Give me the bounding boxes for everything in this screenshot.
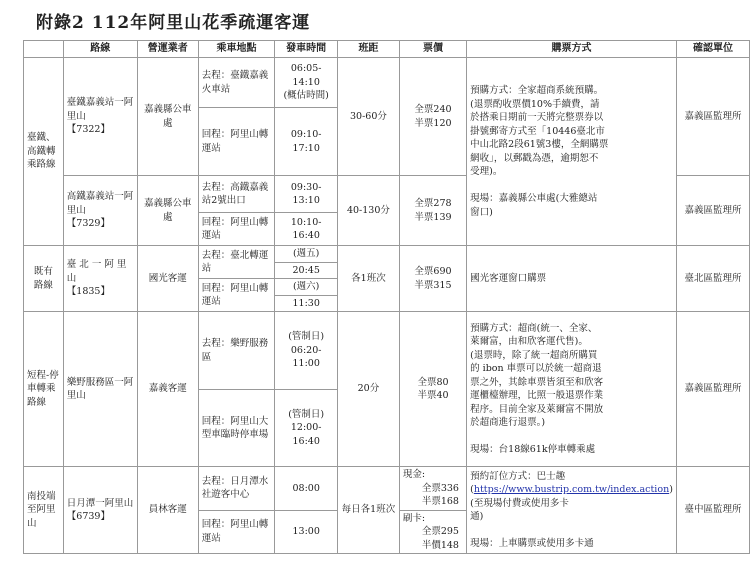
purchase-cell: 預購方式：全家超商系統預購。 (退票酌收票價10%手續費，請 於搭乘日期前一天將完整票券以 掛號郵寄方式至「10446臺北市 中山北路2段61號3樓，全網購票 網收」，以郵戳為憑，逾期恕不 受理)。 現場：嘉義縣公車處(大雅總站 窗口) bbox=[467, 58, 677, 246]
price-cell: 全票690 半票315 bbox=[399, 246, 466, 312]
category-cell: 既有 路線 bbox=[24, 246, 64, 312]
unit-cell: 嘉義區監理所 bbox=[676, 176, 749, 246]
route-cell: 日月潭一阿里山 【6739】 bbox=[63, 467, 137, 554]
purchase-text: 預約訂位方式：巴士趣 ( bbox=[470, 470, 566, 495]
interval-cell: 各1班次 bbox=[338, 246, 400, 312]
back-time-cell: 11:30 bbox=[275, 295, 338, 312]
interval-cell: 30-60分 bbox=[338, 58, 400, 176]
header-stop: 乘車地點 bbox=[198, 41, 275, 58]
category-cell: 短程-停 車轉乘 路線 bbox=[24, 312, 64, 467]
unit-cell: 嘉義區監理所 bbox=[676, 58, 749, 176]
go-stop-cell: 去程：高鐵嘉義 站2號出口 bbox=[198, 176, 275, 213]
category-cell: 臺鐵、 高鐵轉 乘路線 bbox=[24, 58, 64, 246]
back-time-cell: (管制日) 12:00-16:40 bbox=[275, 390, 338, 467]
interval-cell: 20分 bbox=[338, 312, 400, 467]
back-time-cell: 09:10-17:10 bbox=[275, 108, 338, 176]
table-row bbox=[24, 312, 750, 390]
route-cell: 臺 北 一 阿 里 山 【1835】 bbox=[63, 246, 137, 312]
category-cell: 南投端 至阿里 山 bbox=[24, 467, 64, 554]
back-day-cell: (週六) bbox=[275, 279, 338, 296]
bustrip-link[interactable]: https://www.bustrip.com.tw/index.action bbox=[473, 484, 670, 495]
back-stop-cell: 回程：阿里山大 型車臨時停車場 bbox=[198, 390, 275, 467]
header-route: 路線 bbox=[63, 41, 137, 58]
go-time-cell: 08:00 bbox=[275, 467, 338, 511]
operator-cell: 國光客運 bbox=[137, 246, 198, 312]
header-row bbox=[24, 41, 750, 58]
interval-cell: 40-130分 bbox=[338, 176, 400, 246]
route-cell: 樂野服務區一阿 里山 bbox=[63, 312, 137, 467]
go-stop-cell: 去程：臺鐵嘉義 火車站 bbox=[198, 58, 275, 108]
header-time: 發車時間 bbox=[275, 41, 338, 58]
price-cell: 全票278 半票139 bbox=[399, 176, 466, 246]
go-time-cell: 20:45 bbox=[275, 262, 338, 279]
price-cell: 全票80 半票40 bbox=[399, 312, 466, 467]
back-stop-cell: 回程：阿里山轉 運站 bbox=[198, 108, 275, 176]
back-time-cell: 10:10-16:40 bbox=[275, 213, 338, 246]
price-cash-cell: 現金: 全票336 半票168 bbox=[399, 467, 466, 511]
go-time-cell: 09:30-13:10 bbox=[275, 176, 338, 213]
table-row bbox=[24, 58, 750, 108]
back-stop-cell: 回程：阿里山轉 運站 bbox=[198, 213, 275, 246]
bus-schedule-table bbox=[23, 40, 750, 554]
operator-cell: 嘉義客運 bbox=[137, 312, 198, 467]
price-card-cell: 刷卡: 全票295 半價148 bbox=[399, 510, 466, 554]
interval-cell: 每日各1班次 bbox=[338, 467, 400, 554]
header-purchase: 購票方式 bbox=[467, 41, 677, 58]
back-stop-cell: 回程：阿里山轉 運站 bbox=[198, 510, 275, 554]
operator-cell: 員林客運 bbox=[137, 467, 198, 554]
back-time-cell: 13:00 bbox=[275, 510, 338, 554]
go-stop-cell: 去程：樂野服務 區 bbox=[198, 312, 275, 390]
go-time-cell: (管制日) 06:20-11:00 bbox=[275, 312, 338, 390]
back-stop-cell: 回程：阿里山轉 運站 bbox=[198, 279, 275, 312]
price-cell: 全票240 半票120 bbox=[399, 58, 466, 176]
header-unit: 確認單位 bbox=[676, 41, 749, 58]
header-price: 票價 bbox=[399, 41, 466, 58]
go-stop-cell: 去程：臺北轉運 站 bbox=[198, 246, 275, 279]
header-interval: 班距 bbox=[338, 41, 400, 58]
unit-cell: 臺北區監理所 bbox=[676, 246, 749, 312]
route-cell: 高鐵嘉義站一阿 里山 【7329】 bbox=[63, 176, 137, 246]
route-cell: 臺鐵嘉義站一阿 里山 【7322】 bbox=[63, 58, 137, 176]
table-row bbox=[24, 467, 750, 511]
purchase-cell: 預購方式：超商(統一、全家、 萊爾富，由和欣客運代售)。 (退票時，除了統一超商所購買 的 ibon 車票可以於統一超商退 票之外，其餘車票皆須至和欣客 運櫃檯辦理，比照一般退票作業 程序。目前全家及萊爾富不開放 於超商進行退票。) 現場：台18線61k停車轉乘處 bbox=[467, 312, 677, 467]
operator-cell: 嘉義縣公車 處 bbox=[137, 58, 198, 176]
operator-cell: 嘉義縣公車 處 bbox=[137, 176, 198, 246]
purchase-cell: 國光客運窗口購票 bbox=[467, 246, 677, 312]
page-title: 附錄2 112年阿里山花季疏運客運 bbox=[36, 13, 311, 33]
go-day-cell: (週五) bbox=[275, 246, 338, 263]
table-row bbox=[24, 246, 750, 263]
header-operator: 營運業者 bbox=[137, 41, 198, 58]
go-stop-cell: 去程：日月潭水 社遊客中心 bbox=[198, 467, 275, 511]
go-time-cell: 06:05-14:10 (概估時間) bbox=[275, 58, 338, 108]
unit-cell: 臺中區監理所 bbox=[676, 467, 749, 554]
purchase-cell bbox=[467, 467, 677, 554]
unit-cell: 嘉義區監理所 bbox=[676, 312, 749, 467]
header-blank bbox=[24, 41, 64, 58]
purchase-text: )(至現場付費或使用多卡 通) 現場：上車購票或使用多卡通 bbox=[470, 484, 673, 549]
